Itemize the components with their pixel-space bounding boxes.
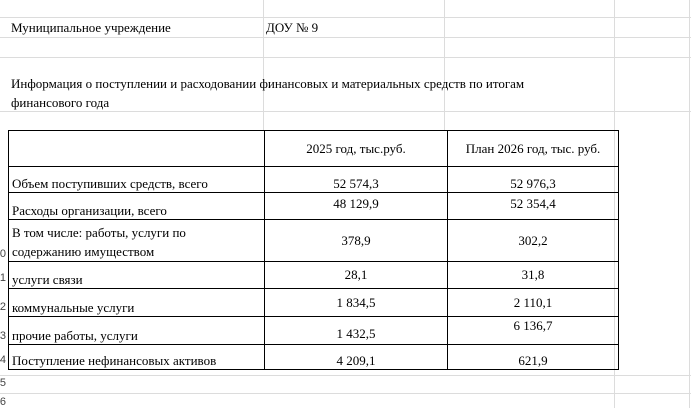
value-2026-cell[interactable]: 2 110,1 [448, 289, 619, 317]
table-row [9, 193, 619, 220]
value-2025-cell[interactable]: 28,1 [265, 262, 448, 289]
value-2026-cell[interactable]: 31,8 [448, 262, 619, 289]
report-title-line2[interactable]: финансового года [11, 95, 110, 110]
table-header-cell[interactable]: 2025 год, тыс.руб. [265, 131, 448, 167]
row-label-cell[interactable]: прочие работы, услуги [9, 317, 265, 345]
value-2025-cell[interactable]: 52 574,3 [265, 167, 448, 193]
row-label-cell[interactable]: Расходы организации, всего [9, 193, 265, 220]
table-row [9, 317, 619, 345]
institution-label-cell[interactable]: Муниципальное учреждение [11, 20, 171, 35]
row-number[interactable]: 4 [0, 354, 6, 366]
row-number[interactable]: 3 [0, 330, 6, 342]
table-header-row [9, 131, 619, 167]
value-2026-cell[interactable]: 302,2 [448, 220, 619, 262]
value-2025-cell[interactable]: 48 129,9 [265, 193, 448, 220]
row-number[interactable]: 6 [0, 396, 6, 408]
row-label-cell[interactable]: Поступление нефинансовых активов [9, 345, 265, 370]
row-label-cell[interactable]: коммунальные услуги [9, 289, 265, 317]
financial-table [8, 130, 619, 370]
row-number[interactable]: 1 [0, 272, 6, 284]
table-row [9, 289, 619, 317]
row-number[interactable]: 5 [0, 377, 6, 389]
table-header-cell[interactable] [9, 131, 265, 167]
value-2026-cell[interactable]: 52 976,3 [448, 167, 619, 193]
table-row [9, 345, 619, 370]
row-label-line2: содержанию имуществом [12, 244, 155, 259]
value-2026-cell[interactable]: 52 354,4 [448, 193, 619, 220]
table-header-cell[interactable]: План 2026 год, тыс. руб. [448, 131, 619, 167]
row-label-cell[interactable] [9, 220, 265, 262]
institution-value-cell[interactable]: ДОУ № 9 [266, 20, 319, 35]
row-label-cell[interactable]: Объем поступивших средств, всего [9, 167, 265, 193]
table-row [9, 167, 619, 193]
report-title-line1[interactable]: Информация о поступлении и расходовании финансовых и материальных средств по итогам [11, 76, 525, 91]
value-2025-cell[interactable]: 1 834,5 [265, 289, 448, 317]
table-row [9, 220, 619, 262]
value-2025-cell[interactable]: 1 432,5 [265, 317, 448, 345]
row-label-line1: В том числе: работы, услуги по [12, 225, 186, 240]
value-2025-cell[interactable]: 4 209,1 [265, 345, 448, 370]
value-2025-cell[interactable]: 378,9 [265, 220, 448, 262]
row-number[interactable]: 2 [0, 301, 6, 313]
table-row [9, 262, 619, 289]
row-label-cell[interactable]: услуги связи [9, 262, 265, 289]
value-2026-cell[interactable]: 6 136,7 [448, 317, 619, 345]
row-number[interactable]: 0 [0, 248, 6, 260]
value-2026-cell[interactable]: 621,9 [448, 345, 619, 370]
